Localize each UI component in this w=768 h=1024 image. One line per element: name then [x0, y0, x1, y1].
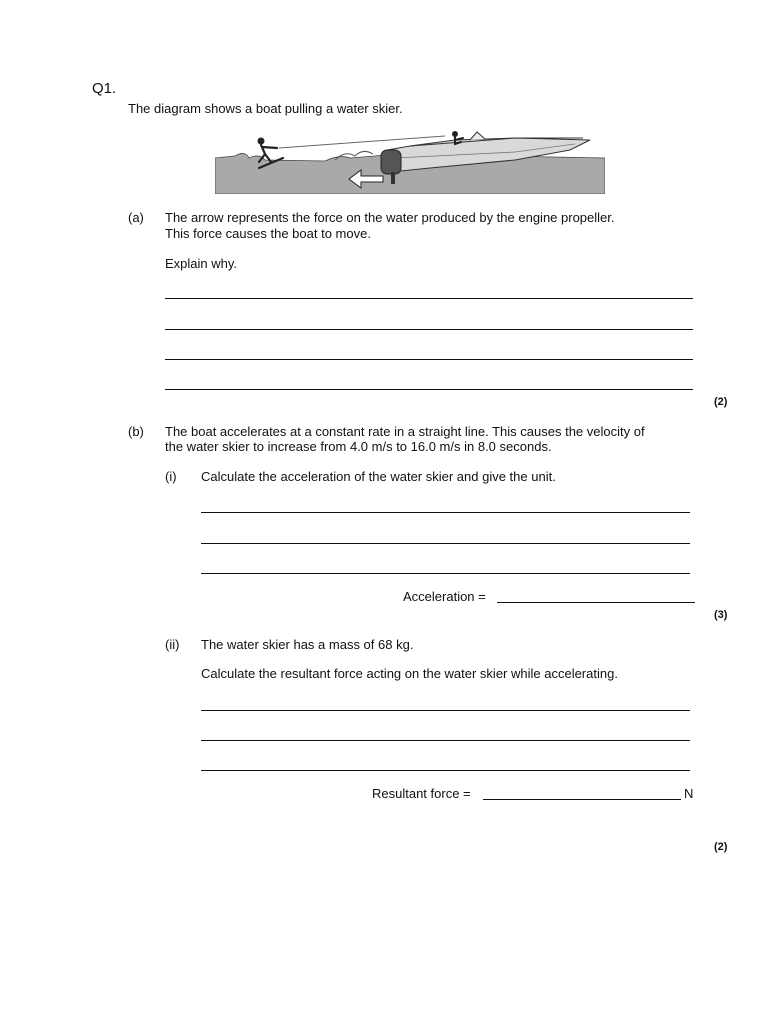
resultant-force-answer-line[interactable]	[483, 799, 681, 800]
marks-a: (2)	[714, 396, 728, 408]
question-intro: The diagram shows a boat pulling a water skier.	[128, 101, 403, 116]
sub-ii-text2: Calculate the resultant force acting on the water skier while accelerating.	[201, 666, 618, 681]
sub-ii-label: (ii)	[165, 637, 180, 652]
answer-line[interactable]	[201, 573, 690, 574]
acceleration-answer-line[interactable]	[497, 602, 695, 603]
answer-line[interactable]	[201, 710, 690, 711]
acceleration-label: Acceleration =	[403, 589, 486, 604]
sub-i-text: Calculate the acceleration of the water skier and give the unit.	[201, 469, 556, 484]
boat-skier-diagram	[215, 128, 605, 194]
part-a-label: (a)	[128, 210, 144, 225]
resultant-force-label: Resultant force =	[372, 786, 471, 801]
answer-line[interactable]	[201, 740, 690, 741]
sub-i-label: (i)	[165, 469, 177, 484]
answer-line[interactable]	[201, 770, 690, 771]
part-a-text-line2: This force causes the boat to move.	[165, 226, 371, 241]
sub-ii-text: The water skier has a mass of 68 kg.	[201, 637, 414, 652]
marks-b-ii: (2)	[714, 841, 728, 853]
answer-line[interactable]	[165, 329, 693, 330]
part-b-label: (b)	[128, 424, 144, 439]
answer-line[interactable]	[201, 512, 690, 513]
part-b-text-line2: the water skier to increase from 4.0 m/s to 16.0 m/s in 8.0 seconds.	[165, 439, 552, 454]
answer-line[interactable]	[201, 543, 690, 544]
answer-line[interactable]	[165, 298, 693, 299]
force-unit: N	[684, 786, 694, 801]
part-a-prompt: Explain why.	[165, 256, 238, 271]
part-a-text-line1: The arrow represents the force on the water produced by the engine propeller.	[165, 210, 615, 225]
answer-line[interactable]	[165, 389, 693, 390]
marks-b-i: (3)	[714, 609, 728, 621]
answer-line[interactable]	[165, 359, 693, 360]
boat-skier-illustration	[215, 128, 605, 194]
question-number: Q1.	[92, 80, 117, 97]
part-b-text-line1: The boat accelerates at a constant rate in a straight line. This causes the velocity of	[165, 424, 645, 439]
